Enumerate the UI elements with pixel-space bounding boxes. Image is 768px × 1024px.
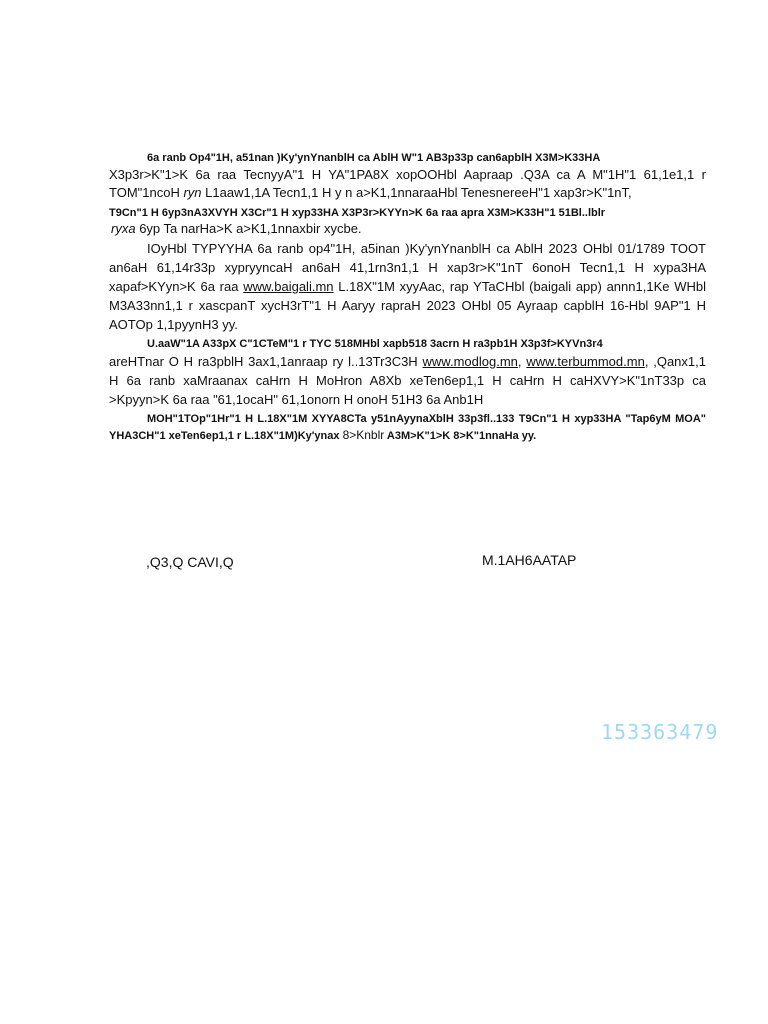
signature-right-label: M.1AH6AATAP [482,552,577,568]
paragraph-1-italic: ryn [183,185,202,200]
link-separator: , [517,354,522,369]
paragraph-2-text-b: L.18X"1M xyyAac, rap YTaCHbl (baigali app) annn1,1Ke WHbl M3A33nn1,1 r xascpanT xycH3rT"1 H Aaryy rapraH 2023 OHbl 05 Ayraap capblH 16-Hbl 9AP"1 H AOTOp 1,1pyynH3 yy. [109,279,706,332]
paragraph-4 [109,411,706,444]
terbummod-link[interactable]: www.terbummod.mn [526,354,645,369]
paragraph-3-text-b: , ,Qanx1,1 H 6a ranb xaMraanax caHrn H MoHron A8Xb xeTen6ep1,1 H caHrn H caHXVY>K"1nT33p ca >Kpyyn>K 6a raa "61,1ocaH" 61,1onorn H onoH 51H3 6a Anb1H [109,354,706,407]
paragraph-2-text-a: IOyHbl TYPYYHA 6a ranb op4"1H, a5inan )Ky'ynYnanblH ca AblH 2023 OHbl 01/1789 TOOT an6aH 61,14r33p xypryyncaH an6aH 41,1rn3n1,1 H xap3r>K"1nT 6onoH Tecn1,1 H xypa3HA xapaf>KYyn>K 6a raa [109,241,706,294]
baigali-link[interactable]: www.baigali.mn [243,279,334,294]
stamp-number: 153363479 [601,720,719,744]
paragraph-3-text-a: areHTnar O H ra3pblH 3ax1,1anraap ry l..13Tr3C3H [109,354,418,369]
paragraph-1-text-a: X3p3r>K"1>K 6a raa TecnyyA"1 H YA"1PA8X xopOOHbl Aapraap .Q3A ca A M"1H"1 61,1e1,1 r TOM"1ncoH [109,167,706,200]
paragraph-1-tail-italic: ryxa [111,221,136,236]
paragraph-1-heading [109,150,706,166]
paragraph-1-text-b: L1aaw1,1A Tecn1,1 H y n a>K1,1nnaraaHbl TenesnereeH"1 xap3r>K"1nT, [205,185,632,200]
paragraph-3 [109,352,706,409]
paragraph-4-bold-a: MOH"1TOp"1Hr"1 H L.18X"1M XYYA8CTa y51nAyynaXblH 33p3fl..133 T9Cn"1 H xyp33HA "Tap6yM MOA" YHA3CH"1 xeTen6ep1,1 r L.18X"1M)Ky'ynax [109,413,706,442]
paragraph-3-heading [109,336,706,352]
document-body [109,150,706,444]
paragraph-4-regular: 8>Knblr [342,428,385,442]
paragraph-1-bold-end [109,205,706,221]
paragraph-1-bold-end-text: T9Cn"1 H 6yp3nA3XVYH X3Cr"1 H xyp33HA X3P3r>KYYn>K 6a raa apra X3M>K33H"1 51Bl..lblr [109,207,606,219]
paragraph-2 [109,239,706,334]
paragraph-1 [109,166,706,202]
paragraph-1-bold-text: 6a ranb Op4"1H, a51nan )Ky'ynYnanblH ca AblH W"1 AB3p33p can6apblH X3M>K33HA [147,152,601,164]
paragraph-1-tail-text: 6yp Ta narHa>K a>K1,1nnaxbir xycbe. [139,221,362,236]
modlog-link[interactable]: www.modlog.mn [422,354,518,369]
paragraph-1-tail [109,221,706,237]
paragraph-3-bold-text: U.aaW"1A A33pX C"1CTeM"1 r TYC 518MHbl xapb518 3acrn H ra3pb1H X3p3f>KYVn3r4 [147,338,603,350]
signature-left-label: ,Q3,Q CAVI,Q [146,554,234,570]
paragraph-4-bold-b: A3M>K"1>K 8>K"1nnaHa yy. [386,430,537,442]
